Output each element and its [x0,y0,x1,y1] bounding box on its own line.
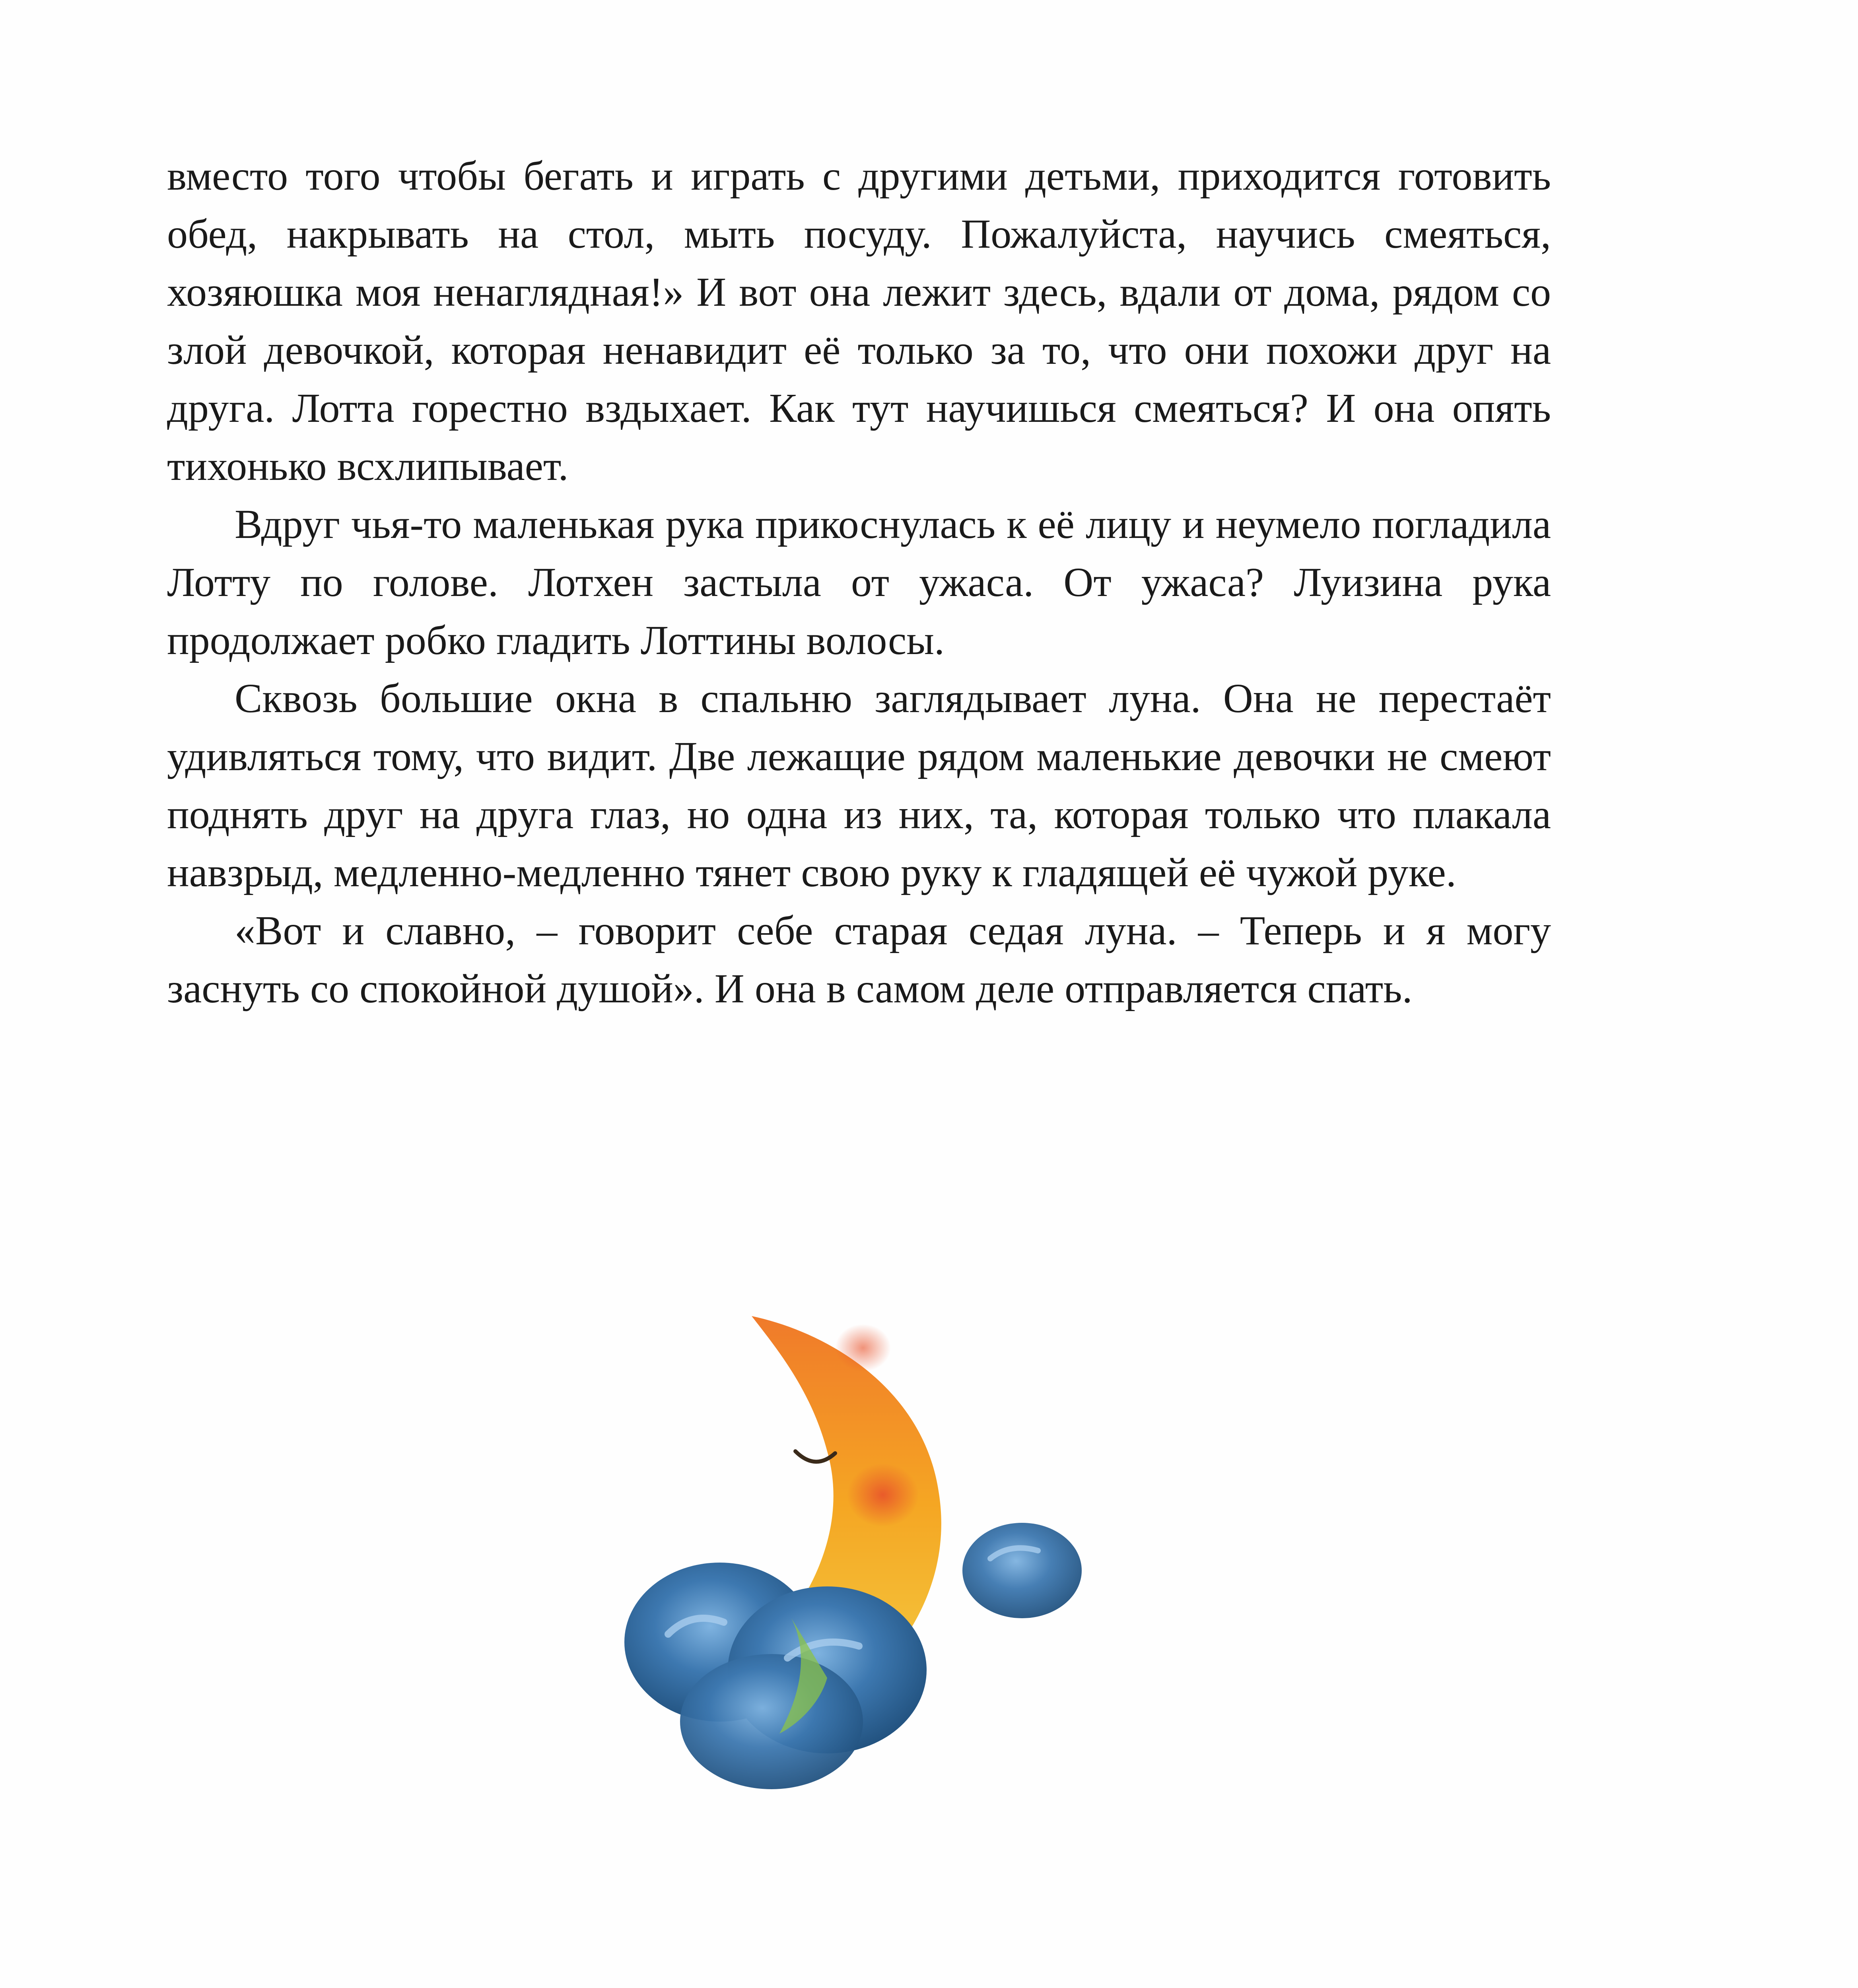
paragraph-1: вместо того чтобы бегать и играть с другими детьми, приходится готовить обед, накрывать на стол, мыть посуду. Пожалуйста, научись смеяться, хозяюшка моя ненаглядная!» И вот она лежит здесь, вдали от дома, рядом со злой девочкой, которая ненавидит её только за то, что они похожи друг на друга. Лотта горестно вздыхает. Как тут научишься смеяться? И она опять тихонько всхлипывает. [167,153,1551,489]
smiling-crescent-moon-on-clouds-icon [620,1284,1098,1809]
moon-illustration [620,1284,1098,1809]
paragraph-4: «Вот и славно, – говорит себе старая седая луна. – Теперь и я могу заснуть со спокойной душой». И она в самом деле отправляется спать. [167,908,1551,1011]
paragraph-3: Сквозь большие окна в спальню заглядывает луна. Она не перестаёт удивляться тому, что видит. Две лежащие рядом маленькие девочки не смеют поднять друг на друга глаз, но одна из них, та, которая только что плакала навзрыд, медленно-медленно тянет свою руку к гладящей её чужой руке. [167,676,1551,895]
paragraph-2: Вдруг чья-то маленькая рука прикоснулась к её лицу и неумело погладила Лотту по голове. Лотхен застыла от ужаса. От ужаса? Луизина рука продолжает робко гладить Лоттины волосы. [167,501,1551,663]
story-text [167,147,1551,1018]
